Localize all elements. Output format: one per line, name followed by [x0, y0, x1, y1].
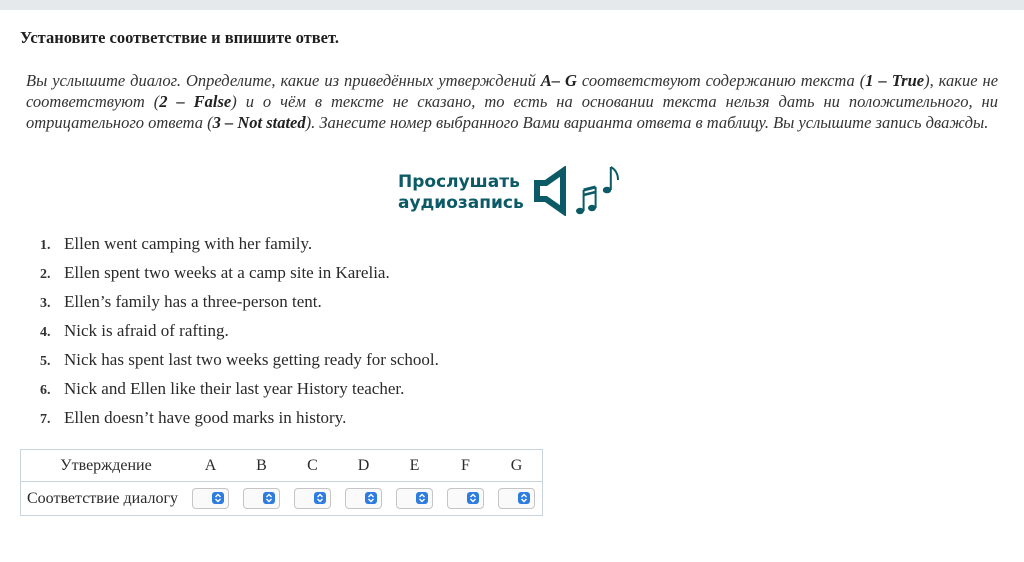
answer-select-e[interactable] [396, 488, 433, 509]
column-header-a: A [204, 456, 217, 474]
answer-select-d[interactable] [345, 488, 382, 509]
instruction-text: Вы услышите диалог. Определите, какие из приведённых утверждений A– G соответствуют содержанию текста (1 – True), какие не соответствуют (2 – False) и о чём в тексте не сказано, то есть на основании текста нельзя дать ни положительного, ни отрицательного ответа (3 – Not stated). Занесите номер выбранного Вами варианта ответа в таблицу. Вы услышите запись дважды. [26, 71, 999, 132]
music-notes-icon [574, 163, 624, 224]
chevron-updown-icon [314, 492, 326, 504]
table-header-row [21, 450, 543, 482]
speaker-icon[interactable] [534, 166, 574, 221]
column-header-e: E [409, 456, 420, 474]
table-answer-row [21, 482, 543, 516]
column-header-c: C [307, 456, 318, 474]
chevron-updown-icon [467, 492, 479, 504]
statement-item: 6. Nick and Ellen like their last year History teacher. [40, 379, 405, 398]
statement-item: 5. Nick has spent last two weeks getting ready for school. [40, 350, 439, 369]
chevron-updown-icon [212, 492, 224, 504]
row-label: Соответствие диалогу [21, 482, 186, 516]
column-header-g: G [510, 456, 523, 474]
answer-select-f[interactable] [447, 488, 484, 509]
top-bar [0, 0, 1024, 10]
answer-select-a[interactable] [192, 488, 229, 509]
listen-audio-label[interactable]: Прослушать аудиозапись [398, 172, 524, 213]
statement-item: 7. Ellen doesn’t have good marks in history. [40, 408, 347, 427]
column-header-f: F [461, 456, 470, 474]
statement-item: 4. Nick is afraid of rafting. [40, 321, 229, 340]
chevron-updown-icon [518, 492, 530, 504]
chevron-updown-icon [263, 492, 275, 504]
listen-audio-button[interactable] [398, 165, 624, 221]
chevron-updown-icon [365, 492, 377, 504]
answer-select-c[interactable] [294, 488, 331, 509]
answer-select-b[interactable] [243, 488, 280, 509]
statement-item: 1. Ellen went camping with her family. [40, 234, 313, 253]
statement-item: 2. Ellen spent two weeks at a camp site in Karelia. [40, 263, 390, 282]
chevron-updown-icon [416, 492, 428, 504]
answer-table [20, 449, 543, 516]
header-label: Утверждение [60, 456, 152, 474]
column-header-b: B [256, 456, 267, 474]
column-header-d: D [357, 456, 370, 474]
answer-select-g[interactable] [498, 488, 535, 509]
statements-list [40, 234, 439, 437]
task-title: Установите соответствие и впишите ответ. [20, 28, 339, 47]
statement-item: 3. Ellen’s family has a three-person tent. [40, 292, 322, 311]
